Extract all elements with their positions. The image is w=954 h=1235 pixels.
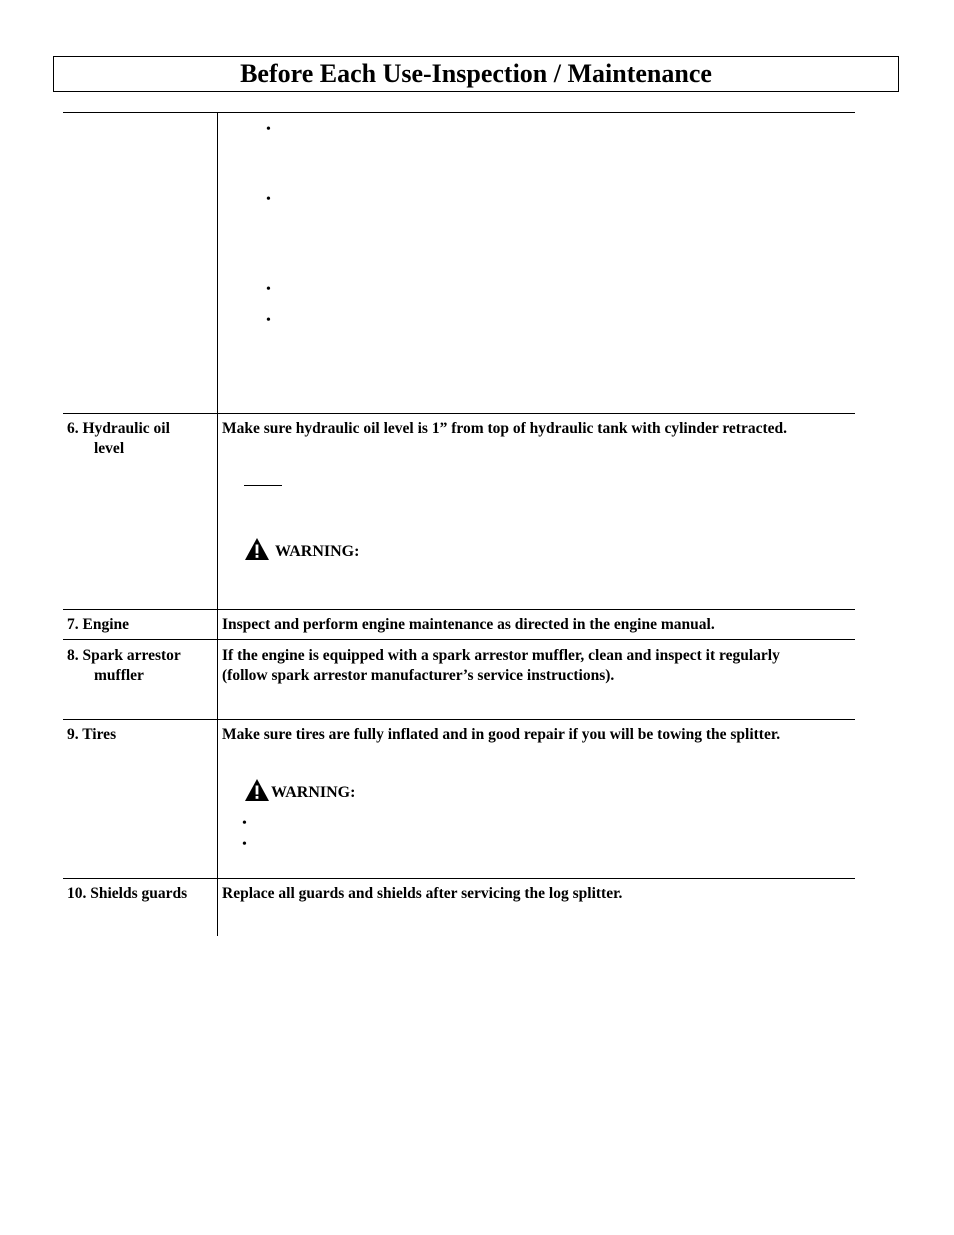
item-spark-arrestor-label: 8. Spark arrestor <box>67 647 181 664</box>
item-engine-label: 7. Engine <box>67 616 130 633</box>
warning-triangle-icon <box>244 778 270 802</box>
bullet: • <box>266 282 271 297</box>
row-divider <box>63 719 855 720</box>
bullet: • <box>266 313 271 328</box>
item-spark-arrestor-label-cont: muffler <box>94 667 144 684</box>
row-divider <box>63 413 855 414</box>
row-divider <box>63 609 855 610</box>
row-divider <box>63 878 855 879</box>
bullet: • <box>242 837 247 852</box>
spark-arrestor-instruction: If the engine is equipped with a spark arrestor muffler, clean and inspect it regularly <box>222 647 780 664</box>
table-top-rule <box>63 112 855 113</box>
row-divider <box>63 639 855 640</box>
bullet: • <box>266 192 271 207</box>
warning-triangle-icon <box>244 537 270 561</box>
hydraulic-oil-instruction: Make sure hydraulic oil level is 1” from top of hydraulic tank with cylinder retracted. <box>222 420 788 437</box>
tires-warning <box>244 778 355 802</box>
hydraulic-warning <box>244 537 359 561</box>
warning-label: WARNING: <box>271 784 356 801</box>
item-shields-guards-label: 10. Shields guards <box>67 885 188 902</box>
item-hydraulic-oil-label: 6. Hydraulic oil <box>67 420 170 437</box>
spark-arrestor-instruction-cont: (follow spark arrestor manufacturer’s service instructions). <box>222 667 615 684</box>
shields-guards-instruction: Replace all guards and shields after servicing the log splitter. <box>222 885 623 902</box>
underline-mark <box>244 485 282 486</box>
column-divider <box>217 112 218 936</box>
item-tires-label: 9. Tires <box>67 726 117 743</box>
bullet: • <box>266 122 271 137</box>
warning-label: WARNING: <box>275 543 360 560</box>
item-hydraulic-oil-label-cont: level <box>94 440 125 457</box>
tires-instruction: Make sure tires are fully inflated and in good repair if you will be towing the splitter. <box>222 726 781 743</box>
bullet: • <box>242 816 247 831</box>
page-title: Before Each Use-Inspection / Maintenance <box>53 56 899 92</box>
engine-instruction: Inspect and perform engine maintenance as directed in the engine manual. <box>222 616 715 633</box>
